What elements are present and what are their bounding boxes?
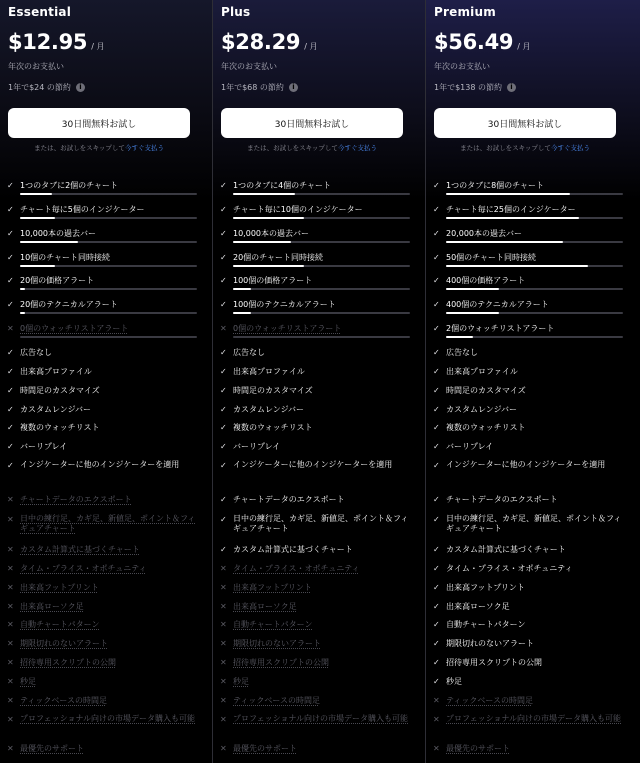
check-icon: ✓ bbox=[7, 348, 14, 357]
feature-label: 秒足 bbox=[446, 677, 462, 686]
check-icon: ✓ bbox=[220, 405, 227, 414]
skip-trial-note bbox=[8, 143, 190, 152]
check-icon: ✓ bbox=[433, 515, 440, 524]
plan-name: Premium bbox=[434, 5, 496, 19]
feature-label: 広告なし bbox=[446, 348, 478, 357]
limit-bar bbox=[446, 241, 623, 243]
feature-label: 10個のチャート同時接続 bbox=[20, 253, 110, 262]
check-icon: ✓ bbox=[433, 367, 440, 376]
check-icon: ✓ bbox=[7, 367, 14, 376]
check-icon: ✓ bbox=[7, 461, 14, 470]
cross-icon: ✕ bbox=[7, 564, 14, 573]
check-icon: ✓ bbox=[433, 620, 440, 629]
price-period: / 月 bbox=[91, 42, 105, 51]
feature-label: 100個の価格アラート bbox=[233, 276, 313, 285]
check-icon: ✓ bbox=[433, 583, 440, 592]
feature-label: タイム・プライス・オポチュニティ bbox=[20, 564, 147, 573]
check-icon: ✓ bbox=[433, 229, 440, 238]
feature-label: 10,000本の過去バー bbox=[20, 229, 96, 238]
feature-label: インジケーターに他のインジケーターを適用 bbox=[233, 460, 393, 469]
cross-icon: ✕ bbox=[433, 696, 440, 705]
limit-bar-fill bbox=[233, 312, 251, 314]
feature-label: チャートデータのエクスポート bbox=[20, 495, 132, 504]
billing-note: 年次のお支払い bbox=[221, 62, 277, 71]
skip-trial-note bbox=[434, 143, 616, 152]
limit-bar bbox=[233, 336, 410, 338]
cross-icon: ✕ bbox=[7, 620, 14, 629]
limit-bar bbox=[20, 336, 197, 338]
check-icon: ✓ bbox=[433, 677, 440, 686]
limit-bar-fill bbox=[233, 265, 304, 267]
check-icon: ✓ bbox=[220, 253, 227, 262]
feature-label: 複数のウォッチリスト bbox=[233, 423, 313, 432]
limit-bar-fill bbox=[446, 288, 499, 290]
limit-bar bbox=[233, 193, 410, 195]
info-icon[interactable]: i bbox=[507, 83, 516, 92]
check-icon: ✓ bbox=[7, 253, 14, 262]
check-icon: ✓ bbox=[220, 386, 227, 395]
limit-bar-fill bbox=[446, 312, 499, 314]
feature-label: タイム・プライス・オポチュニティ bbox=[446, 564, 573, 573]
feature-label: 1つのタブに4個のチャート bbox=[233, 181, 331, 190]
check-icon: ✓ bbox=[433, 658, 440, 667]
check-icon: ✓ bbox=[220, 367, 227, 376]
feature-label: 秒足 bbox=[20, 677, 36, 686]
feature-label: プロフェッショナル向けの市場データ購入も可能 bbox=[233, 714, 409, 723]
limit-bar-fill bbox=[20, 217, 55, 219]
check-icon: ✓ bbox=[7, 423, 14, 432]
limit-bar bbox=[20, 312, 197, 314]
plan-price: $12.95 bbox=[8, 30, 88, 54]
info-icon[interactable]: i bbox=[76, 83, 85, 92]
feature-label: 0個のウォッチリストアラート bbox=[20, 324, 129, 333]
plan-price: $56.49 bbox=[434, 30, 514, 54]
feature-label: 複数のウォッチリスト bbox=[20, 423, 100, 432]
feature-label: 複数のウォッチリスト bbox=[446, 423, 526, 432]
plan-name: Plus bbox=[221, 5, 251, 19]
check-icon: ✓ bbox=[220, 276, 227, 285]
plan-card-plus bbox=[213, 0, 426, 763]
feature-label: インジケーターに他のインジケーターを適用 bbox=[446, 460, 606, 469]
limit-bar-fill bbox=[446, 336, 473, 338]
check-icon: ✓ bbox=[433, 253, 440, 262]
feature-label: 自動チャートパターン bbox=[20, 620, 100, 629]
feature-label: 2個のウォッチリストアラート bbox=[446, 324, 555, 333]
free-trial-button[interactable]: 30日間無料お試し bbox=[221, 108, 403, 138]
feature-label: タイム・プライス・オポチュニティ bbox=[233, 564, 360, 573]
feature-label: 100個のテクニカルアラート bbox=[233, 300, 336, 309]
limit-bar bbox=[20, 265, 197, 267]
feature-label: 時間足のカスタマイズ bbox=[446, 386, 526, 395]
feature-label: 出来高ローソク足 bbox=[233, 602, 297, 611]
limit-bar bbox=[446, 193, 623, 195]
limit-bar-fill bbox=[446, 217, 579, 219]
cross-icon: ✕ bbox=[433, 715, 440, 724]
limit-bar bbox=[20, 193, 197, 195]
billing-note: 年次のお支払い bbox=[434, 62, 490, 71]
check-icon: ✓ bbox=[220, 515, 227, 524]
feature-label: 最優先のサポート bbox=[233, 744, 297, 753]
plan-card-premium bbox=[426, 0, 640, 763]
limit-bar-fill bbox=[446, 193, 570, 195]
check-icon: ✓ bbox=[220, 545, 227, 554]
limit-bar bbox=[20, 217, 197, 219]
check-icon: ✓ bbox=[433, 495, 440, 504]
feature-label: 広告なし bbox=[233, 348, 265, 357]
check-icon: ✓ bbox=[7, 276, 14, 285]
skip-trial-text: または、お試しをスキップして bbox=[34, 144, 125, 152]
cross-icon: ✕ bbox=[220, 324, 227, 333]
limit-bar bbox=[233, 217, 410, 219]
feature-label: 時間足のカスタマイズ bbox=[20, 386, 100, 395]
feature-label: バーリプレイ bbox=[446, 442, 494, 451]
feature-label: インジケーターに他のインジケーターを適用 bbox=[20, 460, 180, 469]
check-icon: ✓ bbox=[433, 564, 440, 573]
feature-label: 出来高プロファイル bbox=[233, 367, 305, 376]
saving-text: 1年で$24 の節約 bbox=[8, 83, 71, 92]
cross-icon: ✕ bbox=[220, 658, 227, 667]
feature-label: 出来高ローソク足 bbox=[20, 602, 84, 611]
cross-icon: ✕ bbox=[7, 639, 14, 648]
cross-icon: ✕ bbox=[7, 602, 14, 611]
feature-label: 出来高フットプリント bbox=[446, 583, 525, 592]
limit-bar bbox=[233, 241, 410, 243]
cross-icon: ✕ bbox=[7, 677, 14, 686]
cross-icon: ✕ bbox=[220, 639, 227, 648]
cross-icon: ✕ bbox=[7, 658, 14, 667]
feature-label: 1つのタブに8個のチャート bbox=[446, 181, 544, 190]
check-icon: ✓ bbox=[433, 386, 440, 395]
cross-icon: ✕ bbox=[220, 696, 227, 705]
check-icon: ✓ bbox=[220, 300, 227, 309]
annual-saving bbox=[8, 82, 85, 93]
limit-bar bbox=[446, 265, 623, 267]
feature-label: ティックベースの時間足 bbox=[233, 696, 320, 705]
feature-label: 自動チャートパターン bbox=[233, 620, 313, 629]
feature-label: 出来高ローソク足 bbox=[446, 602, 510, 611]
saving-text: 1年で$68 の節約 bbox=[221, 83, 284, 92]
price-period: / 月 bbox=[517, 42, 531, 51]
feature-label: バーリプレイ bbox=[20, 442, 68, 451]
check-icon: ✓ bbox=[433, 300, 440, 309]
limit-bar-fill bbox=[446, 265, 588, 267]
limit-bar-fill bbox=[20, 241, 78, 243]
price-row bbox=[8, 30, 105, 54]
cross-icon: ✕ bbox=[220, 677, 227, 686]
feature-label: 最優先のサポート bbox=[446, 744, 510, 753]
limit-bar-fill bbox=[233, 193, 295, 195]
plan-name: Essential bbox=[8, 5, 72, 19]
check-icon: ✓ bbox=[220, 229, 227, 238]
check-icon: ✓ bbox=[220, 348, 227, 357]
saving-text: 1年で$138 の節約 bbox=[434, 83, 502, 92]
cross-icon: ✕ bbox=[7, 495, 14, 504]
limit-bar-fill bbox=[233, 217, 304, 219]
feature-label: チャートデータのエクスポート bbox=[233, 495, 345, 504]
feature-label: カスタムレンジバー bbox=[20, 405, 92, 414]
feature-label: カスタム計算式に基づくチャート bbox=[20, 545, 140, 554]
check-icon: ✓ bbox=[7, 300, 14, 309]
feature-label: プロフェッショナル向けの市場データ購入も可能 bbox=[446, 714, 622, 723]
price-row bbox=[434, 30, 531, 54]
check-icon: ✓ bbox=[433, 423, 440, 432]
cross-icon: ✕ bbox=[7, 545, 14, 554]
check-icon: ✓ bbox=[7, 405, 14, 414]
limit-bar bbox=[446, 312, 623, 314]
pay-now-link[interactable]: 今すぐ支払う bbox=[124, 144, 164, 152]
check-icon: ✓ bbox=[433, 602, 440, 611]
limit-bar-fill bbox=[446, 241, 563, 243]
feature-label: チャート毎に25個のインジケーター bbox=[446, 205, 576, 214]
cross-icon: ✕ bbox=[220, 744, 227, 753]
feature-label: 1つのタブに2個のチャート bbox=[20, 181, 118, 190]
feature-label: プロフェッショナル向けの市場データ購入も可能 bbox=[20, 714, 196, 723]
cross-icon: ✕ bbox=[7, 515, 14, 524]
feature-label: バーリプレイ bbox=[233, 442, 281, 451]
feature-label: カスタムレンジバー bbox=[233, 405, 305, 414]
feature-label: 50個のチャート同時接続 bbox=[446, 253, 536, 262]
feature-label: 日中の練行足、カギ足、新値足、ポイント＆フィギュアチャート bbox=[446, 514, 622, 533]
feature-label: 期限切れのないアラート bbox=[20, 639, 108, 648]
feature-label: 秒足 bbox=[233, 677, 249, 686]
cross-icon: ✕ bbox=[220, 564, 227, 573]
feature-label: 0個のウォッチリストアラート bbox=[233, 324, 342, 333]
limit-bar-fill bbox=[233, 288, 251, 290]
cross-icon: ✕ bbox=[7, 696, 14, 705]
check-icon: ✓ bbox=[433, 545, 440, 554]
limit-bar-fill bbox=[233, 241, 291, 243]
annual-saving bbox=[221, 82, 298, 93]
feature-label: 期限切れのないアラート bbox=[446, 639, 534, 648]
plan-card-essential bbox=[0, 0, 213, 763]
check-icon: ✓ bbox=[433, 276, 440, 285]
feature-label: 出来高フットプリント bbox=[233, 583, 312, 592]
limit-bar-fill bbox=[20, 312, 25, 314]
free-trial-button[interactable]: 30日間無料お試し bbox=[434, 108, 616, 138]
check-icon: ✓ bbox=[433, 324, 440, 333]
feature-label: チャート毎に10個のインジケーター bbox=[233, 205, 363, 214]
feature-label: 期限切れのないアラート bbox=[233, 639, 321, 648]
feature-label: 招待専用スクリプトの公開 bbox=[233, 658, 329, 667]
price-row bbox=[221, 30, 318, 54]
plan-price: $28.29 bbox=[221, 30, 301, 54]
feature-label: 20個の価格アラート bbox=[20, 276, 95, 285]
info-icon[interactable]: i bbox=[289, 83, 298, 92]
limit-bar bbox=[446, 217, 623, 219]
feature-label: チャートデータのエクスポート bbox=[446, 495, 558, 504]
feature-label: 招待専用スクリプトの公開 bbox=[446, 658, 542, 667]
limit-bar bbox=[233, 312, 410, 314]
feature-label: 10,000本の過去バー bbox=[233, 229, 309, 238]
feature-label: カスタムレンジバー bbox=[446, 405, 518, 414]
check-icon: ✓ bbox=[220, 495, 227, 504]
check-icon: ✓ bbox=[220, 181, 227, 190]
limit-bar bbox=[20, 288, 197, 290]
skip-trial-text: または、お試しをスキップして bbox=[247, 144, 338, 152]
cross-icon: ✕ bbox=[220, 583, 227, 592]
pay-now-link[interactable]: 今すぐ支払う bbox=[550, 144, 590, 152]
check-icon: ✓ bbox=[433, 639, 440, 648]
feature-label: 出来高プロファイル bbox=[20, 367, 92, 376]
feature-label: ティックベースの時間足 bbox=[20, 696, 107, 705]
limit-bar-fill bbox=[20, 288, 25, 290]
feature-label: 時間足のカスタマイズ bbox=[233, 386, 313, 395]
cross-icon: ✕ bbox=[7, 583, 14, 592]
feature-label: 出来高フットプリント bbox=[20, 583, 99, 592]
check-icon: ✓ bbox=[433, 461, 440, 470]
check-icon: ✓ bbox=[7, 181, 14, 190]
limit-bar bbox=[446, 288, 623, 290]
cross-icon: ✕ bbox=[220, 602, 227, 611]
feature-label: 日中の練行足、カギ足、新値足、ポイント＆フィギュアチャート bbox=[20, 514, 196, 533]
limit-bar-fill bbox=[20, 193, 52, 195]
cross-icon: ✕ bbox=[220, 715, 227, 724]
feature-label: 招待専用スクリプトの公開 bbox=[20, 658, 116, 667]
check-icon: ✓ bbox=[7, 229, 14, 238]
skip-trial-text: または、お試しをスキップして bbox=[460, 144, 551, 152]
check-icon: ✓ bbox=[7, 442, 14, 451]
price-period: / 月 bbox=[304, 42, 318, 51]
limit-bar bbox=[233, 288, 410, 290]
check-icon: ✓ bbox=[433, 405, 440, 414]
feature-label: 最優先のサポート bbox=[20, 744, 84, 753]
check-icon: ✓ bbox=[433, 442, 440, 451]
check-icon: ✓ bbox=[220, 205, 227, 214]
cross-icon: ✕ bbox=[433, 744, 440, 753]
feature-label: カスタム計算式に基づくチャート bbox=[446, 545, 566, 554]
billing-note: 年次のお支払い bbox=[8, 62, 64, 71]
feature-label: チャート毎に5個のインジケーター bbox=[20, 205, 145, 214]
feature-label: ティックベースの時間足 bbox=[446, 696, 533, 705]
annual-saving bbox=[434, 82, 516, 93]
feature-label: 広告なし bbox=[20, 348, 52, 357]
check-icon: ✓ bbox=[433, 181, 440, 190]
check-icon: ✓ bbox=[433, 348, 440, 357]
limit-bar bbox=[233, 265, 410, 267]
check-icon: ✓ bbox=[220, 461, 227, 470]
feature-label: 400個のテクニカルアラート bbox=[446, 300, 549, 309]
feature-label: カスタム計算式に基づくチャート bbox=[233, 545, 353, 554]
feature-label: 日中の練行足、カギ足、新値足、ポイント＆フィギュアチャート bbox=[233, 514, 409, 533]
cross-icon: ✕ bbox=[220, 620, 227, 629]
limit-bar-fill bbox=[20, 265, 55, 267]
cross-icon: ✕ bbox=[7, 715, 14, 724]
pay-now-link[interactable]: 今すぐ支払う bbox=[337, 144, 377, 152]
feature-label: 20個のチャート同時接続 bbox=[233, 253, 323, 262]
cross-icon: ✕ bbox=[7, 324, 14, 333]
check-icon: ✓ bbox=[433, 205, 440, 214]
feature-label: 20個のテクニカルアラート bbox=[20, 300, 118, 309]
check-icon: ✓ bbox=[7, 205, 14, 214]
skip-trial-note bbox=[221, 143, 403, 152]
check-icon: ✓ bbox=[220, 423, 227, 432]
feature-label: 出来高プロファイル bbox=[446, 367, 518, 376]
free-trial-button[interactable]: 30日間無料お試し bbox=[8, 108, 190, 138]
feature-label: 400個の価格アラート bbox=[446, 276, 526, 285]
cross-icon: ✕ bbox=[7, 744, 14, 753]
feature-label: 自動チャートパターン bbox=[446, 620, 526, 629]
check-icon: ✓ bbox=[7, 386, 14, 395]
limit-bar bbox=[446, 336, 623, 338]
check-icon: ✓ bbox=[220, 442, 227, 451]
limit-bar bbox=[20, 241, 197, 243]
feature-label: 20,000本の過去バー bbox=[446, 229, 522, 238]
